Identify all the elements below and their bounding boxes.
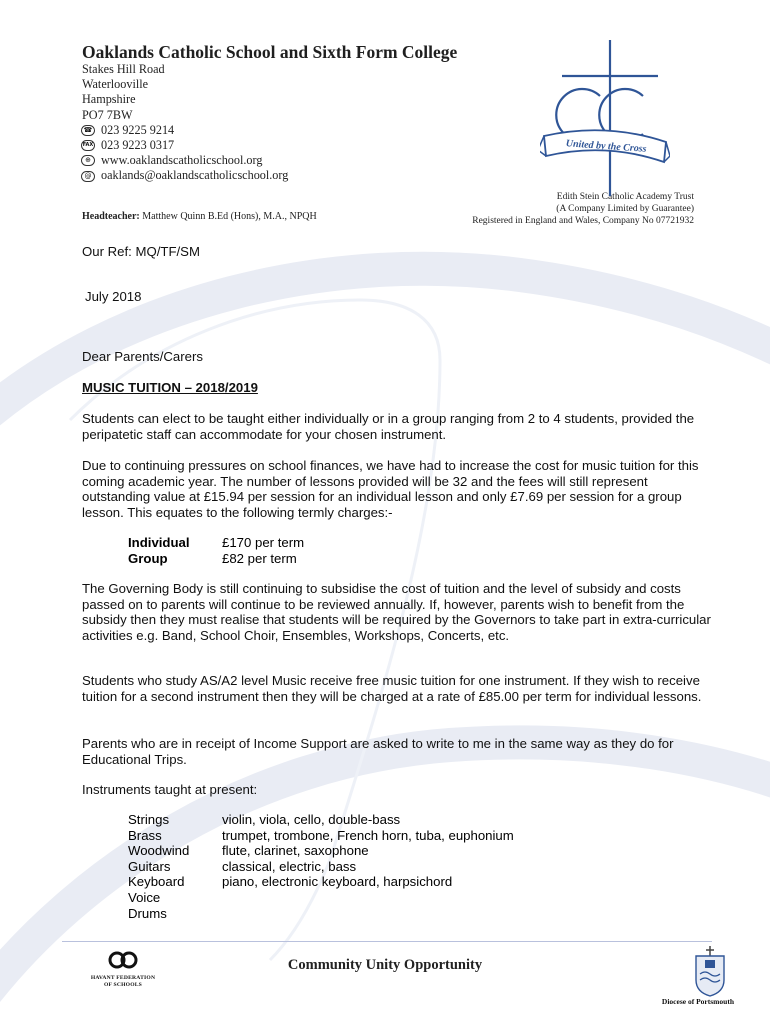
- instruments-table: [128, 812, 514, 921]
- phone-row: [82, 123, 288, 138]
- letter-heading: MUSIC TUITION – 2018/2019: [82, 380, 258, 395]
- paragraph-alevel: Students who study AS/A2 level Music receive free music tuition for one instrument. If they wish to receive tuition for a second instrument then they will be charged at a rate of £85.00 per term for individual lessons.: [82, 673, 702, 704]
- charge-value: £82 per term: [222, 550, 297, 566]
- footer-motto: Community Unity Opportunity: [287, 957, 483, 973]
- trust-line: (A Company Limited by Guarantee): [556, 204, 694, 214]
- instrument-family: Strings: [128, 812, 170, 827]
- trust-line: Edith Stein Catholic Academy Trust: [556, 192, 694, 202]
- diocese-label: Diocese of Portsmouth: [661, 997, 734, 1006]
- charge-label: Group: [128, 550, 168, 566]
- charge-label: Individual: [128, 535, 190, 550]
- instrument-list: flute, clarinet, saxophone: [222, 843, 369, 859]
- instrument-family: Woodwind: [128, 843, 190, 859]
- charge-value: £170 per term: [222, 535, 305, 550]
- havant-line: HAVANT FEDERATION: [90, 975, 156, 981]
- fax-icon: FAX: [81, 140, 95, 151]
- instrument-list: [222, 906, 514, 922]
- school-address: [82, 62, 288, 184]
- at-icon: @: [81, 171, 95, 182]
- fax-number: 023 9223 0317: [101, 138, 175, 153]
- paragraph-income-support: Parents who are in receipt of Income Support are asked to write to me in the same way as they do for Educational Trips.: [82, 736, 674, 767]
- instrument-list: classical, electric, bass: [222, 858, 357, 874]
- instrument-list: piano, electronic keyboard, harpsichord: [222, 874, 453, 890]
- letter-date: July 2018: [85, 289, 142, 304]
- paragraph-fees: Due to continuing pressures on school finances, we have had to increase the cost for music tuition for this coming academic year. The number of lessons provided will be 32 and the fees will still represent outstanding value at £15.94 per session for an individual lesson and only £7.69 per session for a group lesson. This equates to the following termly charges:-: [82, 458, 699, 520]
- instrument-family: Keyboard: [128, 874, 185, 890]
- salutation: Dear Parents/Carers: [82, 349, 203, 364]
- phone-icon: ☎: [81, 125, 95, 136]
- address-line: Hampshire: [82, 92, 136, 107]
- address-line: Stakes Hill Road: [82, 62, 165, 76]
- trust-line: Registered in England and Wales, Company No 07721932: [472, 216, 694, 226]
- instrument-list: [222, 890, 514, 906]
- fax-row: [82, 138, 288, 153]
- instrument-family: Drums: [128, 905, 167, 921]
- instrument-family: Brass: [128, 827, 162, 843]
- headteacher-name: Matthew Quinn B.Ed (Hons), M.A., NPQH: [142, 211, 317, 222]
- footer-divider: [62, 941, 712, 942]
- headteacher-line: [82, 211, 317, 222]
- instrument-family: Voice: [128, 889, 161, 905]
- globe-icon: ⊕: [81, 155, 95, 166]
- address-line: Waterlooville: [82, 77, 149, 92]
- havant-line: OF SCHOOLS: [103, 982, 142, 988]
- address-line: PO7 7BW: [82, 107, 133, 122]
- headteacher-label: Headteacher:: [82, 211, 140, 222]
- school-logo: [540, 38, 670, 198]
- instrument-list: trumpet, trombone, French horn, tuba, euphonium: [222, 827, 514, 843]
- our-reference: Our Ref: MQ/TF/SM: [82, 244, 200, 259]
- instrument-list: violin, viola, cello, double-bass: [222, 812, 401, 827]
- email-row: [82, 168, 288, 183]
- website-row: [82, 153, 288, 168]
- paragraph-tuition-options: Students can elect to be taught either individually or in a group ranging from 2 to 4 students, provided the peripatetic staff can accommodate for your chosen instrument.: [82, 411, 695, 442]
- paragraph-subsidy: The Governing Body is still continuing to subsidise the cost of tuition and the level of subsidy and costs passed on to parents will continue to be reviewed annually. If, however, parents wish to benefit from the subsidy then they must realise that students will be required by the Governors to take part in extra-curricular activities e.g. Band, School Choir, Ensembles, Workshops, Concerts, etc.: [82, 581, 711, 643]
- instruments-intro: Instruments taught at present:: [82, 782, 258, 797]
- email-link[interactable]: oaklands@oaklandscatholicschool.org: [101, 168, 289, 183]
- school-name: Oaklands Catholic School and Sixth Form College: [82, 42, 458, 62]
- termly-charges: [128, 535, 304, 566]
- logo-motto: United by the Cross: [565, 138, 647, 155]
- website-link[interactable]: www.oaklandscatholicschool.org: [101, 153, 263, 168]
- phone-number: 023 9225 9214: [101, 122, 175, 137]
- instrument-family: Guitars: [128, 858, 171, 874]
- diocese-crest-icon: [688, 946, 732, 998]
